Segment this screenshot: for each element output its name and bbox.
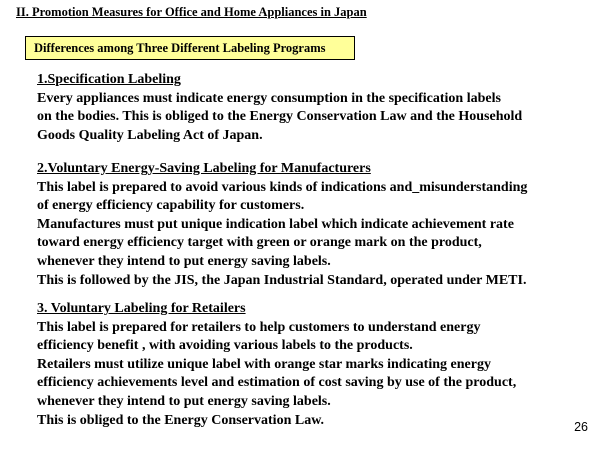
body-line: This is obliged to the Energy Conservation Law. xyxy=(37,412,325,428)
section-voluntary-retailers xyxy=(37,300,587,430)
body-line: whenever they intend to put energy saving labels. xyxy=(37,253,331,269)
body-line: Retailers must utilize unique label with orange star marks indicating energy xyxy=(37,356,491,372)
body-line: Manufactures must put unique indication label which indicate achievement rate xyxy=(37,216,514,232)
section-heading: 1.Specification Labeling xyxy=(37,72,181,87)
body-line: whenever they intend to put energy saving labels. xyxy=(37,393,331,409)
body-line: efficiency achievements level and estimation of cost saving by use of the product, xyxy=(37,375,517,391)
section-banner: Differences among Three Different Labeling Programs xyxy=(25,36,355,60)
section-voluntary-manufacturers xyxy=(37,160,587,290)
body-line: This label is prepared to avoid various kinds of indications and_misunderstanding xyxy=(37,179,528,195)
body-line: This is followed by the JIS, the Japan Industrial Standard, operated under METI. xyxy=(37,272,527,288)
page-title: II. Promotion Measures for Office and Home Appliances in Japan xyxy=(16,5,367,19)
body-line: efficiency benefit , with avoiding various labels to the products. xyxy=(37,338,413,354)
page-number: 26 xyxy=(574,420,588,434)
section-heading: 3. Voluntary Labeling for Retailers xyxy=(37,301,246,316)
body-line: on the bodies. This is obliged to the Energy Conservation Law and the Household xyxy=(37,109,523,125)
section-heading: 2.Voluntary Energy-Saving Labeling for Manufacturers xyxy=(37,161,371,176)
body-line: This label is prepared for retailers to help customers to understand energy xyxy=(37,319,481,335)
body-line: Goods Quality Labeling Act of Japan. xyxy=(37,127,263,143)
body-line: of energy efficiency capability for customers. xyxy=(37,198,305,214)
body-line: Every appliances must indicate energy consumption in the specification labels xyxy=(37,90,501,106)
body-line: toward energy efficiency target with green or orange mark on the product, xyxy=(37,235,482,251)
section-specification-labeling xyxy=(37,71,587,145)
